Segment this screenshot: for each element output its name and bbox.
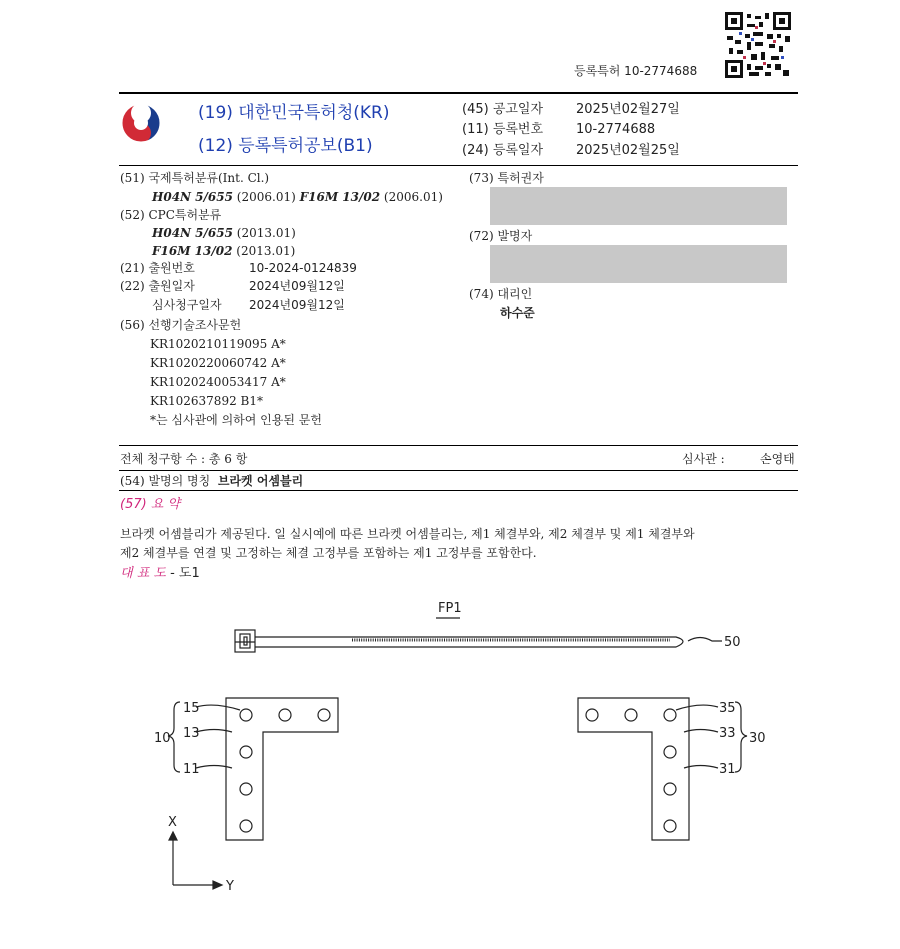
registration-number-label: 등록특허 10-2774688: [574, 64, 698, 78]
kipo-logo: [120, 102, 162, 144]
registration-no-label: (11) 등록번호: [462, 122, 544, 137]
ipc-code-2: F16M 13/02: [299, 190, 381, 204]
right-bracket-hole: [664, 709, 676, 721]
label-10: 10: [154, 731, 171, 746]
application-date-label: (22) 출원일자: [120, 279, 195, 293]
right-bracket-hole: [664, 820, 676, 832]
patentee-redaction: [490, 187, 787, 225]
publication-date-label: (45) 공고일자: [462, 102, 544, 117]
left-bracket-hole: [240, 820, 252, 832]
invention-title-prefix: (54) 발명의 명칭: [120, 474, 211, 488]
left-bracket-hole: [279, 709, 291, 721]
prior-art-item: KR1020220060742 A*: [150, 356, 286, 370]
ipc-version-2: (2006.01): [383, 190, 443, 204]
axis-y-label: Y: [226, 879, 234, 894]
right-bracket: [578, 698, 689, 840]
patentee-label: (73) 특허권자: [469, 171, 544, 185]
prior-art-item: KR1020210119095 A*: [150, 337, 286, 351]
axis-x-label: X: [168, 815, 177, 830]
examiner-label: 심사관 :: [682, 452, 725, 466]
axis-x-arrow: [169, 832, 177, 840]
office-name: (19) 대한민국특허청(KR): [198, 103, 390, 123]
right-bracket-hole: [664, 746, 676, 758]
left-bracket-hole: [240, 783, 252, 795]
cpc-version-1: (2013.01): [236, 226, 296, 240]
prior-art-item: KR102637892 B1*: [150, 394, 263, 408]
registration-date-label: (24) 등록일자: [462, 143, 544, 158]
cpc-line-1: [152, 225, 296, 241]
cpc-label: (52) CPC특허분류: [120, 208, 222, 222]
title-bottom-rule: [119, 490, 798, 491]
prior-art-note: *는 심사관에 의하여 인용된 문헌: [150, 413, 322, 427]
qr-code: [725, 12, 791, 78]
exam-request-date: 2024년09월12일: [249, 298, 345, 312]
label-50: 50: [724, 635, 741, 650]
examiner-name: 손영태: [760, 452, 795, 466]
left-bracket-hole: [240, 709, 252, 721]
application-no-label: (21) 출원번호: [120, 261, 195, 275]
invention-title-label: [120, 473, 303, 489]
invention-title: 브라켓 어셈블리: [217, 474, 304, 488]
abstract-label: (57) 요 약: [120, 497, 181, 512]
representative-figure-label: 대 표 도: [120, 566, 166, 581]
publication-date: 2025년02월27일: [576, 102, 680, 117]
cpc-version-2: (2013.01): [236, 244, 296, 258]
exam-request-label: 심사청구일자: [152, 298, 222, 312]
right-bracket-hole: [625, 709, 637, 721]
figure-title: FP1: [438, 601, 462, 616]
left-bracket-hole: [318, 709, 330, 721]
abstract-line-1: 브라켓 어셈블리가 제공된다. 일 실시예에 따른 브라켓 어셈블리는, 제1 체결부와, 제2 체결부 및 제1 체결부와: [120, 527, 695, 541]
cpc-line-2: [152, 243, 295, 259]
axis-y-arrow: [213, 881, 222, 889]
inventor-redaction: [490, 245, 787, 283]
inventor-label: (72) 발명자: [469, 229, 533, 243]
label-33: 33: [719, 726, 736, 741]
registration-date: 2025년02월25일: [576, 143, 680, 158]
document-type: (12) 등록특허공보(B1): [198, 136, 373, 156]
cpc-code-1: H04N 5/655: [152, 226, 233, 240]
total-claims: 전체 청구항 수 : 총 6 항: [120, 452, 248, 466]
header-rule: [119, 165, 798, 166]
patent-drawing: [0, 590, 900, 930]
label-35: 35: [719, 701, 736, 716]
agent-label: (74) 대리인: [469, 287, 533, 301]
abstract-line-2: 제2 체결부를 연결 및 고정하는 체결 고정부를 포함하는 제1 고정부를 포함한다.: [120, 546, 537, 560]
representative-figure: [120, 566, 200, 582]
right-bracket-hole: [664, 783, 676, 795]
application-date: 2024년09월12일: [249, 279, 345, 293]
representative-figure-value: - 도1: [170, 566, 200, 581]
label-13: 13: [183, 726, 200, 741]
ipc-line-1: [152, 189, 443, 205]
application-no: 10-2024-0124839: [249, 261, 357, 275]
left-bracket-hole: [240, 746, 252, 758]
ipc-label: (51) 국제특허분류(Int. Cl.): [120, 171, 270, 185]
right-bracket-hole: [586, 709, 598, 721]
ipc-version-1: (2006.01): [236, 190, 296, 204]
label-11: 11: [183, 762, 200, 777]
prior-art-label: (56) 선행기술조사문헌: [120, 318, 242, 332]
registration-no: 10-2774688: [576, 122, 656, 137]
label-15: 15: [183, 701, 200, 716]
label-30: 30: [749, 731, 766, 746]
ipc-code-1: H04N 5/655: [152, 190, 233, 204]
claims-rule: [119, 445, 798, 446]
label-31: 31: [719, 762, 736, 777]
prior-art-item: KR1020240053417 A*: [150, 375, 286, 389]
title-top-rule: [119, 470, 798, 471]
agent-name: 하수준: [500, 306, 535, 320]
cable-tie-head: [235, 630, 255, 652]
top-rule: [119, 92, 798, 94]
cpc-code-2: F16M 13/02: [152, 244, 233, 258]
left-bracket: [226, 698, 338, 840]
